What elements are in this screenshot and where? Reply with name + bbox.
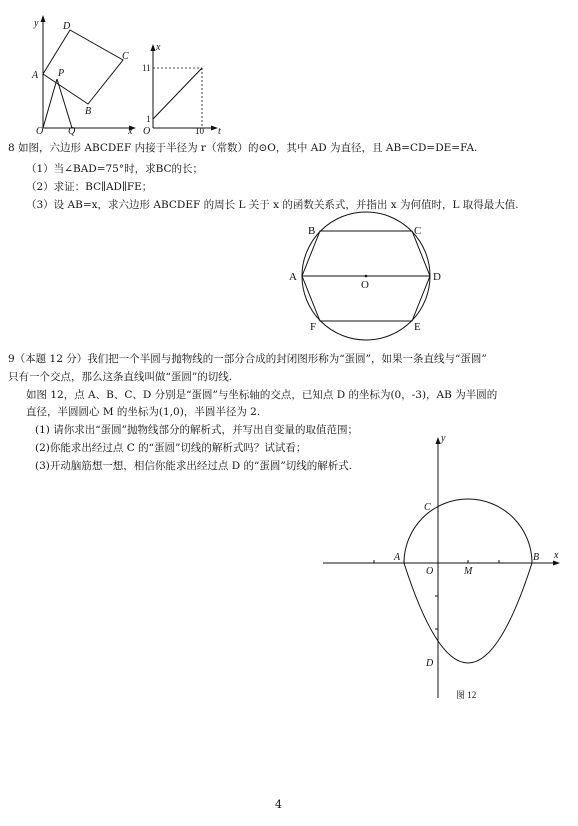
problem9-stem-line-2: 只有一个交点，那么这条直线叫做“蛋圆”的切线. (8, 371, 233, 383)
fig3-label-O: O (361, 279, 369, 291)
problem9-question-3: (3)开动脑筋想一想，相信你能求出经过点 D 的“蛋圆”切线的解析式. (35, 460, 353, 472)
problem9-question-1: (1) 请你求出“蛋圆”抛物线部分的解析式，并写出自变量的取值范围； (35, 424, 358, 436)
egg-circle-figure (318, 430, 568, 710)
fig1-label-x: x (128, 126, 133, 137)
fig4-label-M: M (464, 566, 473, 577)
figure-caption: 图 12 (456, 690, 477, 700)
fig2-label-10: 10 (195, 126, 204, 136)
fig4-label-D: D (426, 658, 434, 669)
problem9-paragraph-line-1: 如图 12，点 A、B、C、D 分别是“蛋圆”与坐标轴的交点，已知点 D 的坐标为(0，-3)，AB 为半圆的 (26, 389, 498, 401)
fig2-label-1: 1 (146, 114, 151, 124)
fig1-label-C: C (122, 51, 129, 62)
problem9-question-2: (2)你能求出经过点 C 的“蛋圆”切线的解析式吗？试试看； (35, 442, 307, 454)
x-t-graph-figure (140, 10, 230, 135)
page-number: 4 (275, 798, 282, 811)
fig3-label-E: E (414, 321, 421, 333)
fig4-label-B: B (533, 552, 540, 563)
fig1-label-D: D (63, 21, 71, 32)
fig1-label-B: B (85, 106, 92, 117)
fig1-label-P: P (58, 68, 65, 79)
problem8-question-2: （2）求证：BC∥AD∥FE； (26, 181, 153, 193)
problem8-question-1: （1）当∠BAD=75°时，求BC的长； (26, 163, 204, 175)
fig2-label-O: O (143, 126, 151, 137)
fig2-label-11: 11 (142, 63, 151, 73)
fig3-label-C: C (414, 225, 422, 237)
fig1-label-y: y (34, 18, 39, 29)
problem8-stem: 8 如图，六边形 ABCDEF 内接于半径为 r（常数）的⊙O，其中 AD 为直径，且 AB=CD=DE=FA. (8, 142, 478, 154)
problem9-stem-line-1: 9（本题 12 分）我们把一个半圆与抛物线的一部分合成的封闭图形称为“蛋圆”，如果一条直线与“蛋圆” (8, 353, 487, 365)
fig2-label-t: t (218, 126, 221, 137)
fig4-label-C: C (424, 502, 431, 513)
fig4-label-x: x (554, 550, 559, 561)
fig1-label-O: O (36, 126, 44, 137)
problem8-question-3: （3）设 AB=x，求六边形 ABCDEF 的周长 L 关于 x 的函数关系式，并指出 x 为何值时，L 取得最大值. (26, 199, 519, 211)
hexagon-in-circle-figure (286, 212, 446, 342)
problem9-paragraph-line-2: 直径，半圆圆心 M 的坐标为(1,0)，半圆半径为 2. (26, 406, 261, 418)
fig3-label-D: D (433, 271, 441, 283)
fig4-label-O: O (426, 566, 434, 577)
fig1-label-A: A (32, 70, 39, 81)
fig3-label-A: A (289, 271, 297, 283)
fig3-label-F: F (310, 321, 317, 333)
fig3-label-B: B (308, 225, 316, 237)
fig1-label-Q: Q (68, 126, 76, 137)
fig4-label-y: y (441, 433, 446, 444)
fig4-label-A: A (394, 552, 401, 563)
fig2-label-x: x (156, 42, 161, 53)
